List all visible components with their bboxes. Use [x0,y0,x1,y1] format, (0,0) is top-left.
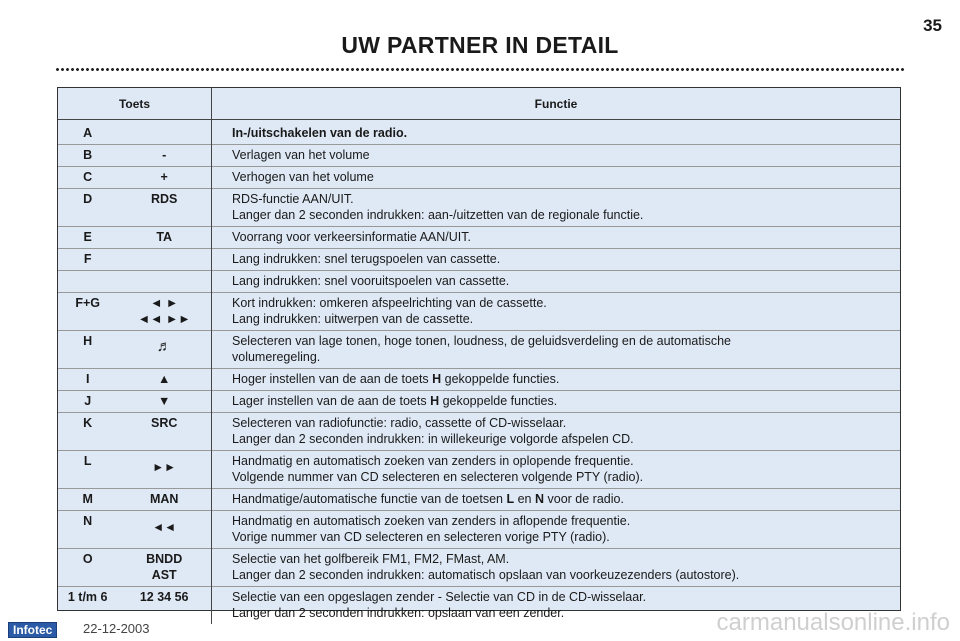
function-description [212,489,901,511]
table-row [58,249,900,271]
key-code: O [58,549,117,587]
watermark: carmanualsonline.info [716,609,950,636]
description-text: H [430,394,440,408]
key-symbol-text: ◄ ► [150,296,179,310]
table-row [58,189,900,227]
description-line [232,273,896,289]
key-symbol-text: 12 34 56 [139,590,189,604]
table-row [58,120,900,145]
description-text: gekoppelde functies. [441,372,560,386]
key-code: F+G [58,293,117,331]
description-line [232,311,896,327]
description-text: In-/uitschakelen van de radio. [232,126,408,140]
key-code: K [58,413,117,451]
table-row [58,227,900,249]
table-header-row [58,88,900,120]
infotec-logo: Infotec [8,622,57,638]
key-function-table [57,87,901,620]
page-number: 35 [923,16,942,35]
description-line [232,567,896,583]
description-text: volumeregeling. [232,350,321,364]
function-description [212,369,901,391]
description-line [232,147,896,163]
description-line [232,491,896,507]
description-text: voor de radio. [544,492,624,506]
description-text: Selectie van een opgeslagen zender - Selectie van CD in de CD-wisselaar. [232,590,647,604]
key-symbol [117,369,211,391]
key-code: I [58,369,117,391]
music-note-icon: ♬ [156,338,172,355]
key-symbol [117,511,211,549]
key-symbol-text: MAN [149,492,179,506]
table-row [58,413,900,451]
key-symbol [117,413,211,451]
function-description [212,145,901,167]
key-symbol [117,145,211,167]
function-description [212,413,901,451]
function-description [212,189,901,227]
description-text: Lager instellen van de aan de toets [232,394,431,408]
key-symbol-text: ▼ [158,394,171,408]
description-text: Lang indrukken: snel terugspoelen van cassette. [232,252,501,266]
description-text: Lang indrukken: uitwerpen van de cassette. [232,312,474,326]
function-description [212,331,901,369]
key-symbol [117,391,211,413]
description-line [232,551,896,567]
description-line [232,431,896,447]
key-code: F [58,249,117,271]
key-code: J [58,391,117,413]
table-row [58,391,900,413]
description-text: Selecteren van radiofunctie: radio, cassette of CD-wisselaar. [232,416,567,430]
table-row [58,293,900,331]
description-line [232,349,896,365]
function-description [212,120,901,145]
description-text: Verhogen van het volume [232,170,374,184]
key-symbol-text: RDS [150,192,178,206]
description-text: en [514,492,535,506]
key-symbol [117,167,211,189]
description-text: L [506,492,515,506]
description-text: Langer dan 2 seconden indrukken: opslaan van een zender. [232,606,565,620]
function-description [212,451,901,489]
table-row [58,331,900,369]
function-description [212,167,901,189]
description-text: RDS-functie AAN/UIT. [232,192,354,206]
description-line [232,415,896,431]
key-symbol-text-2: AST [151,568,177,582]
table-row [58,369,900,391]
key-code: H [58,331,117,369]
description-text: Voorrang voor verkeersinformatie AAN/UIT. [232,230,471,244]
key-symbol-text: BNDD [146,552,183,566]
description-line [232,529,896,545]
function-description [212,549,901,587]
key-code: M [58,489,117,511]
header-function: Functie [212,88,901,120]
key-symbol-text-2: ◄◄ ►► [137,312,191,326]
description-text: Selectie van het golfbereik FM1, FM2, FMast, AM. [232,552,510,566]
description-line [232,453,896,469]
description-text: H [432,372,442,386]
description-line [232,191,896,207]
description-text: Langer dan 2 seconden indrukken: in willekeurige volgorde afspelen CD. [232,432,634,446]
description-line [232,589,896,605]
description-text: Volgende nummer van CD selecteren en selecteren volgende PTY (radio). [232,470,644,484]
description-text: Langer dan 2 seconden indrukken: aan-/uitzetten van de regionale functie. [232,208,644,222]
table-row [58,489,900,511]
key-symbol-text: - [162,148,167,162]
key-code: 1 t/m 6 [58,587,117,625]
table-row [58,511,900,549]
key-code: A [83,126,93,140]
description-line [232,229,896,245]
description-line [232,295,896,311]
description-text: Handmatig en automatisch zoeken van zenders in oplopende frequentie. [232,454,634,468]
key-symbol-text: + [160,170,168,184]
key-symbol [117,451,211,489]
description-text: Vorige nummer van CD selecteren en selecteren vorige PTY (radio). [232,530,610,544]
key-symbol [117,120,211,145]
description-text: Kort indrukken: omkeren afspeelrichting van de cassette. [232,296,547,310]
description-text: Verlagen van het volume [232,148,370,162]
key-code: C [58,167,117,189]
rewind-icon: ◄◄ [152,520,177,534]
table-row [58,167,900,189]
key-code: E [58,227,117,249]
footer-date: 22-12-2003 [83,621,150,636]
key-symbol [117,293,211,331]
function-description [212,249,901,271]
fast-forward-icon: ►► [152,460,177,474]
function-description [212,293,901,331]
key-symbol [117,249,211,271]
header-key: Toets [58,88,212,120]
key-code: B [58,145,117,167]
key-symbol-text: ▲ [158,372,171,386]
key-symbol-text: TA [156,230,173,244]
description-line [232,513,896,529]
function-description [212,511,901,549]
key-symbol [117,189,211,227]
description-text: Lang indrukken: snel vooruitspoelen van cassette. [232,274,510,288]
description-line [232,125,896,141]
function-description [212,227,901,249]
table-row [58,271,900,293]
key-symbol [117,331,211,369]
description-text: Hoger instellen van de aan de toets [232,372,433,386]
key-symbol [117,227,211,249]
description-line [232,371,896,387]
description-line [232,393,896,409]
key-symbol [117,271,211,293]
description-text: N [534,492,545,506]
description-text: Langer dan 2 seconden indrukken: automatisch opslaan van voorkeuzezenders (autostore). [232,568,740,582]
key-symbol [117,549,211,587]
function-description [212,391,901,413]
function-description [212,271,901,293]
table-row [58,451,900,489]
description-line [232,169,896,185]
page-title: UW PARTNER IN DETAIL [341,32,619,58]
description-text: Handmatige/automatische functie van de toetsen [232,492,507,506]
description-line [232,251,896,267]
description-line [232,469,896,485]
key-symbol [117,489,211,511]
description-line [232,207,896,223]
dotted-divider [55,67,905,72]
description-text: gekoppelde functies. [439,394,558,408]
table-row [58,145,900,167]
key-code: D [58,189,117,227]
key-symbol-text: SRC [150,416,178,430]
key-symbol [117,587,211,625]
description-line [232,333,896,349]
table-row [58,549,900,587]
description-text: Selecteren van lage tonen, hoge tonen, loudness, de geluidsverdeling en de automatische [232,334,731,348]
key-code: N [58,511,117,549]
key-code: L [58,451,117,489]
key-code [58,271,117,293]
description-text: Handmatig en automatisch zoeken van zenders in aflopende frequentie. [232,514,631,528]
